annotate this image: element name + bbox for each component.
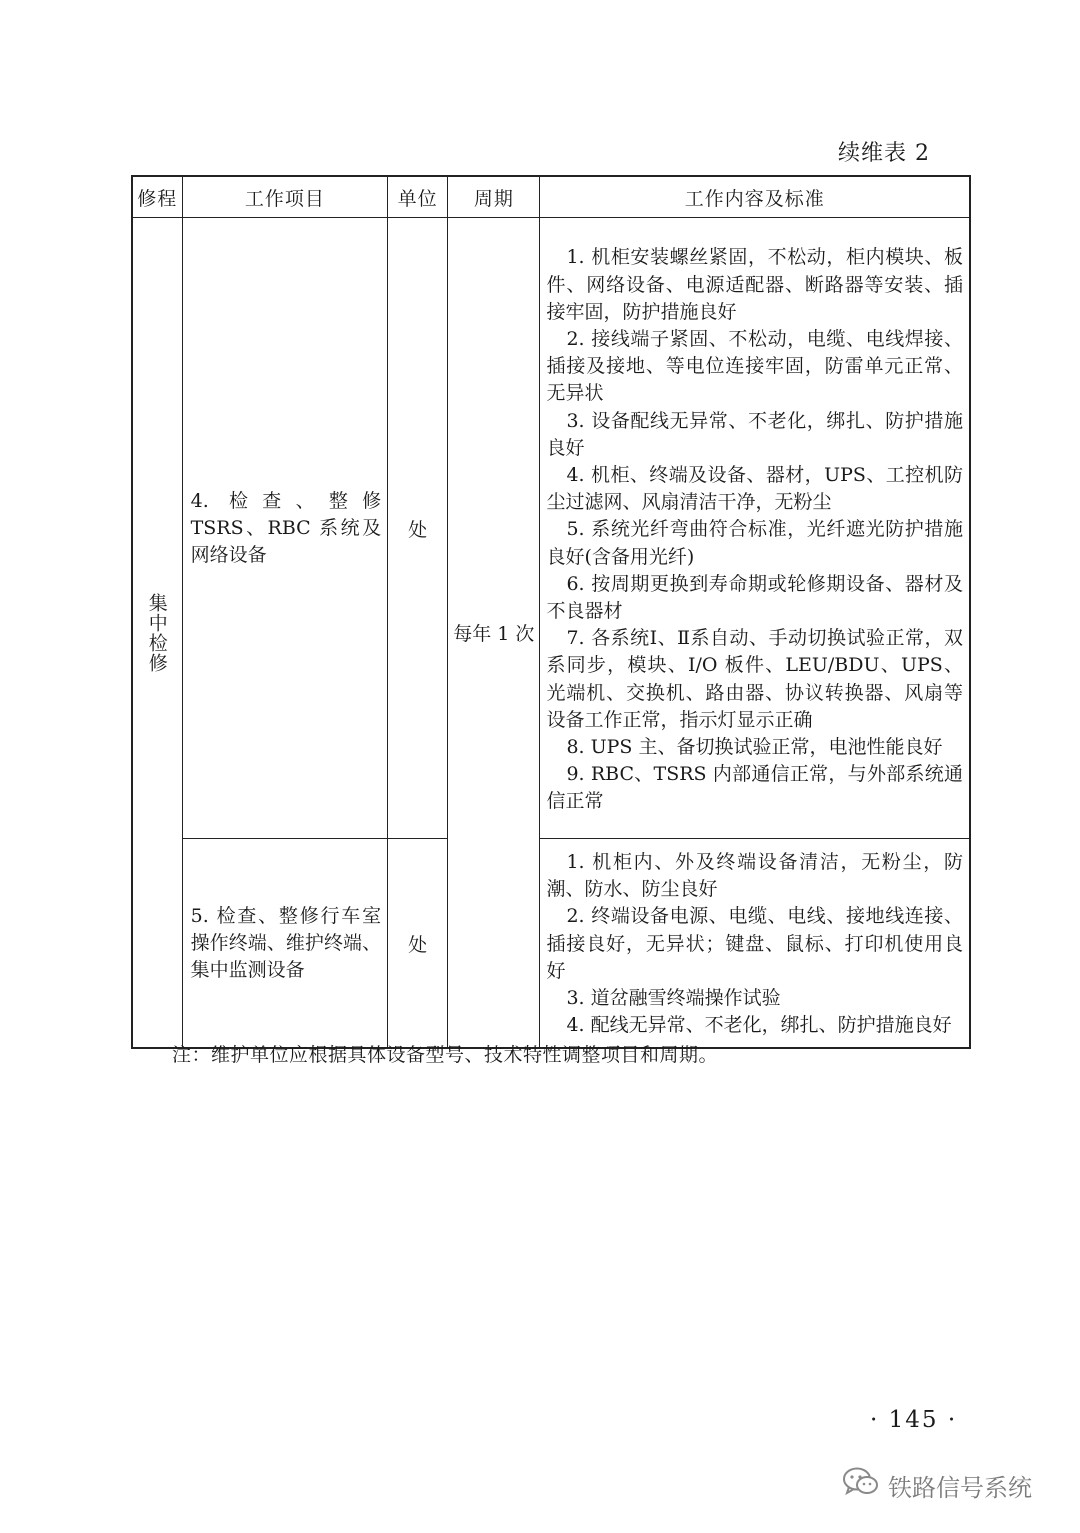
- content-line: 8. UPS 主、备切换试验正常，电池性能良好: [566, 736, 943, 759]
- content-line: 6. 按周期更换到寿命期或轮修期设备、器材及不良器材: [546, 572, 963, 622]
- content-line: 4. 配线无异常、不老化，绑扎、防护措施良好: [566, 1014, 952, 1037]
- work-item-text: 4. 检查、整修TSRS、RBC 系统及网络设备: [190, 489, 382, 566]
- unit-cell: [388, 839, 448, 1049]
- content-list: [540, 220, 969, 835]
- table-row: [132, 218, 970, 839]
- header-work-item: 工作项目: [182, 176, 387, 218]
- table-caption: 续维表 2: [838, 141, 930, 166]
- watermark: [842, 1466, 1032, 1504]
- content-cell: [540, 218, 970, 839]
- header-repair-stage: 修程: [132, 176, 182, 218]
- content-line: 3. 设备配线无异常、不老化，绑扎、防护措施良好: [546, 409, 963, 459]
- header-period: 周期: [448, 176, 540, 218]
- wechat-icon: [842, 1466, 880, 1504]
- watermark-text: 铁路信号系统: [888, 1473, 1032, 1502]
- content-line: 2. 终端设备电源、电缆、电线、接地线连接、插接良好，无异状；键盘、鼠标、打印机使用良好: [546, 905, 963, 982]
- maintenance-table: [131, 175, 971, 1049]
- content-line: 1. 机柜内、外及终端设备清洁，无粉尘，防潮、防水、防尘良好: [546, 851, 963, 901]
- content-cell: [540, 839, 970, 1049]
- table-header-row: [132, 176, 970, 218]
- content-line: 2. 接线端子紧固、不松动，电缆、电线焊接、插接及接地、等电位连接牢固，防雷单元正常、无异状: [546, 327, 963, 405]
- content-line: 3. 道岔融雪终端操作试验: [566, 987, 781, 1010]
- content-line: 5. 系统光纤弯曲符合标准，光纤遮光防护措施良好(含备用光纤): [546, 518, 963, 568]
- page-number: · 145 ·: [870, 1407, 958, 1433]
- work-item-cell: [182, 218, 387, 839]
- unit-text: 处: [408, 518, 428, 541]
- content-list: [540, 839, 969, 1047]
- header-content-standard: 工作内容及标准: [540, 176, 970, 218]
- work-item-cell: [182, 839, 387, 1049]
- table-note: 注：维护单位应根据具体设备型号、技术特性调整项目和周期。: [172, 1044, 719, 1066]
- period-text: 每年 1 次: [453, 623, 535, 646]
- repair-stage-cell: [132, 218, 182, 1049]
- table-row: [132, 839, 970, 1049]
- content-line: 7. 各系统Ⅰ、Ⅱ系自动、手动切换试验正常，双系同步，模块、I/O 板件、LEU/BDU、UPS、光端机、交换机、路由器、协议转换器、风扇等设备工作正常，指示灯显示正确: [546, 627, 963, 731]
- work-item-text: 5. 检查、整修行车室操作终端、维护终端、集中监测设备: [190, 904, 382, 981]
- repair-stage-label: 集中检修: [145, 592, 168, 673]
- unit-text: 处: [408, 933, 428, 956]
- content-line: 9. RBC、TSRS 内部通信正常，与外部系统通信正常: [546, 763, 963, 813]
- unit-cell: [388, 218, 448, 839]
- content-line: 1. 机柜安装螺丝紧固，不松动，柜内模块、板件、网络设备、电源适配器、断路器等安装、插接牢固，防护措施良好: [546, 246, 963, 323]
- header-unit: 单位: [388, 176, 448, 218]
- period-cell: [448, 218, 540, 1049]
- content-line: 4. 机柜、终端及设备、器材，UPS、工控机防尘过滤网、风扇清洁干净，无粉尘: [546, 463, 963, 514]
